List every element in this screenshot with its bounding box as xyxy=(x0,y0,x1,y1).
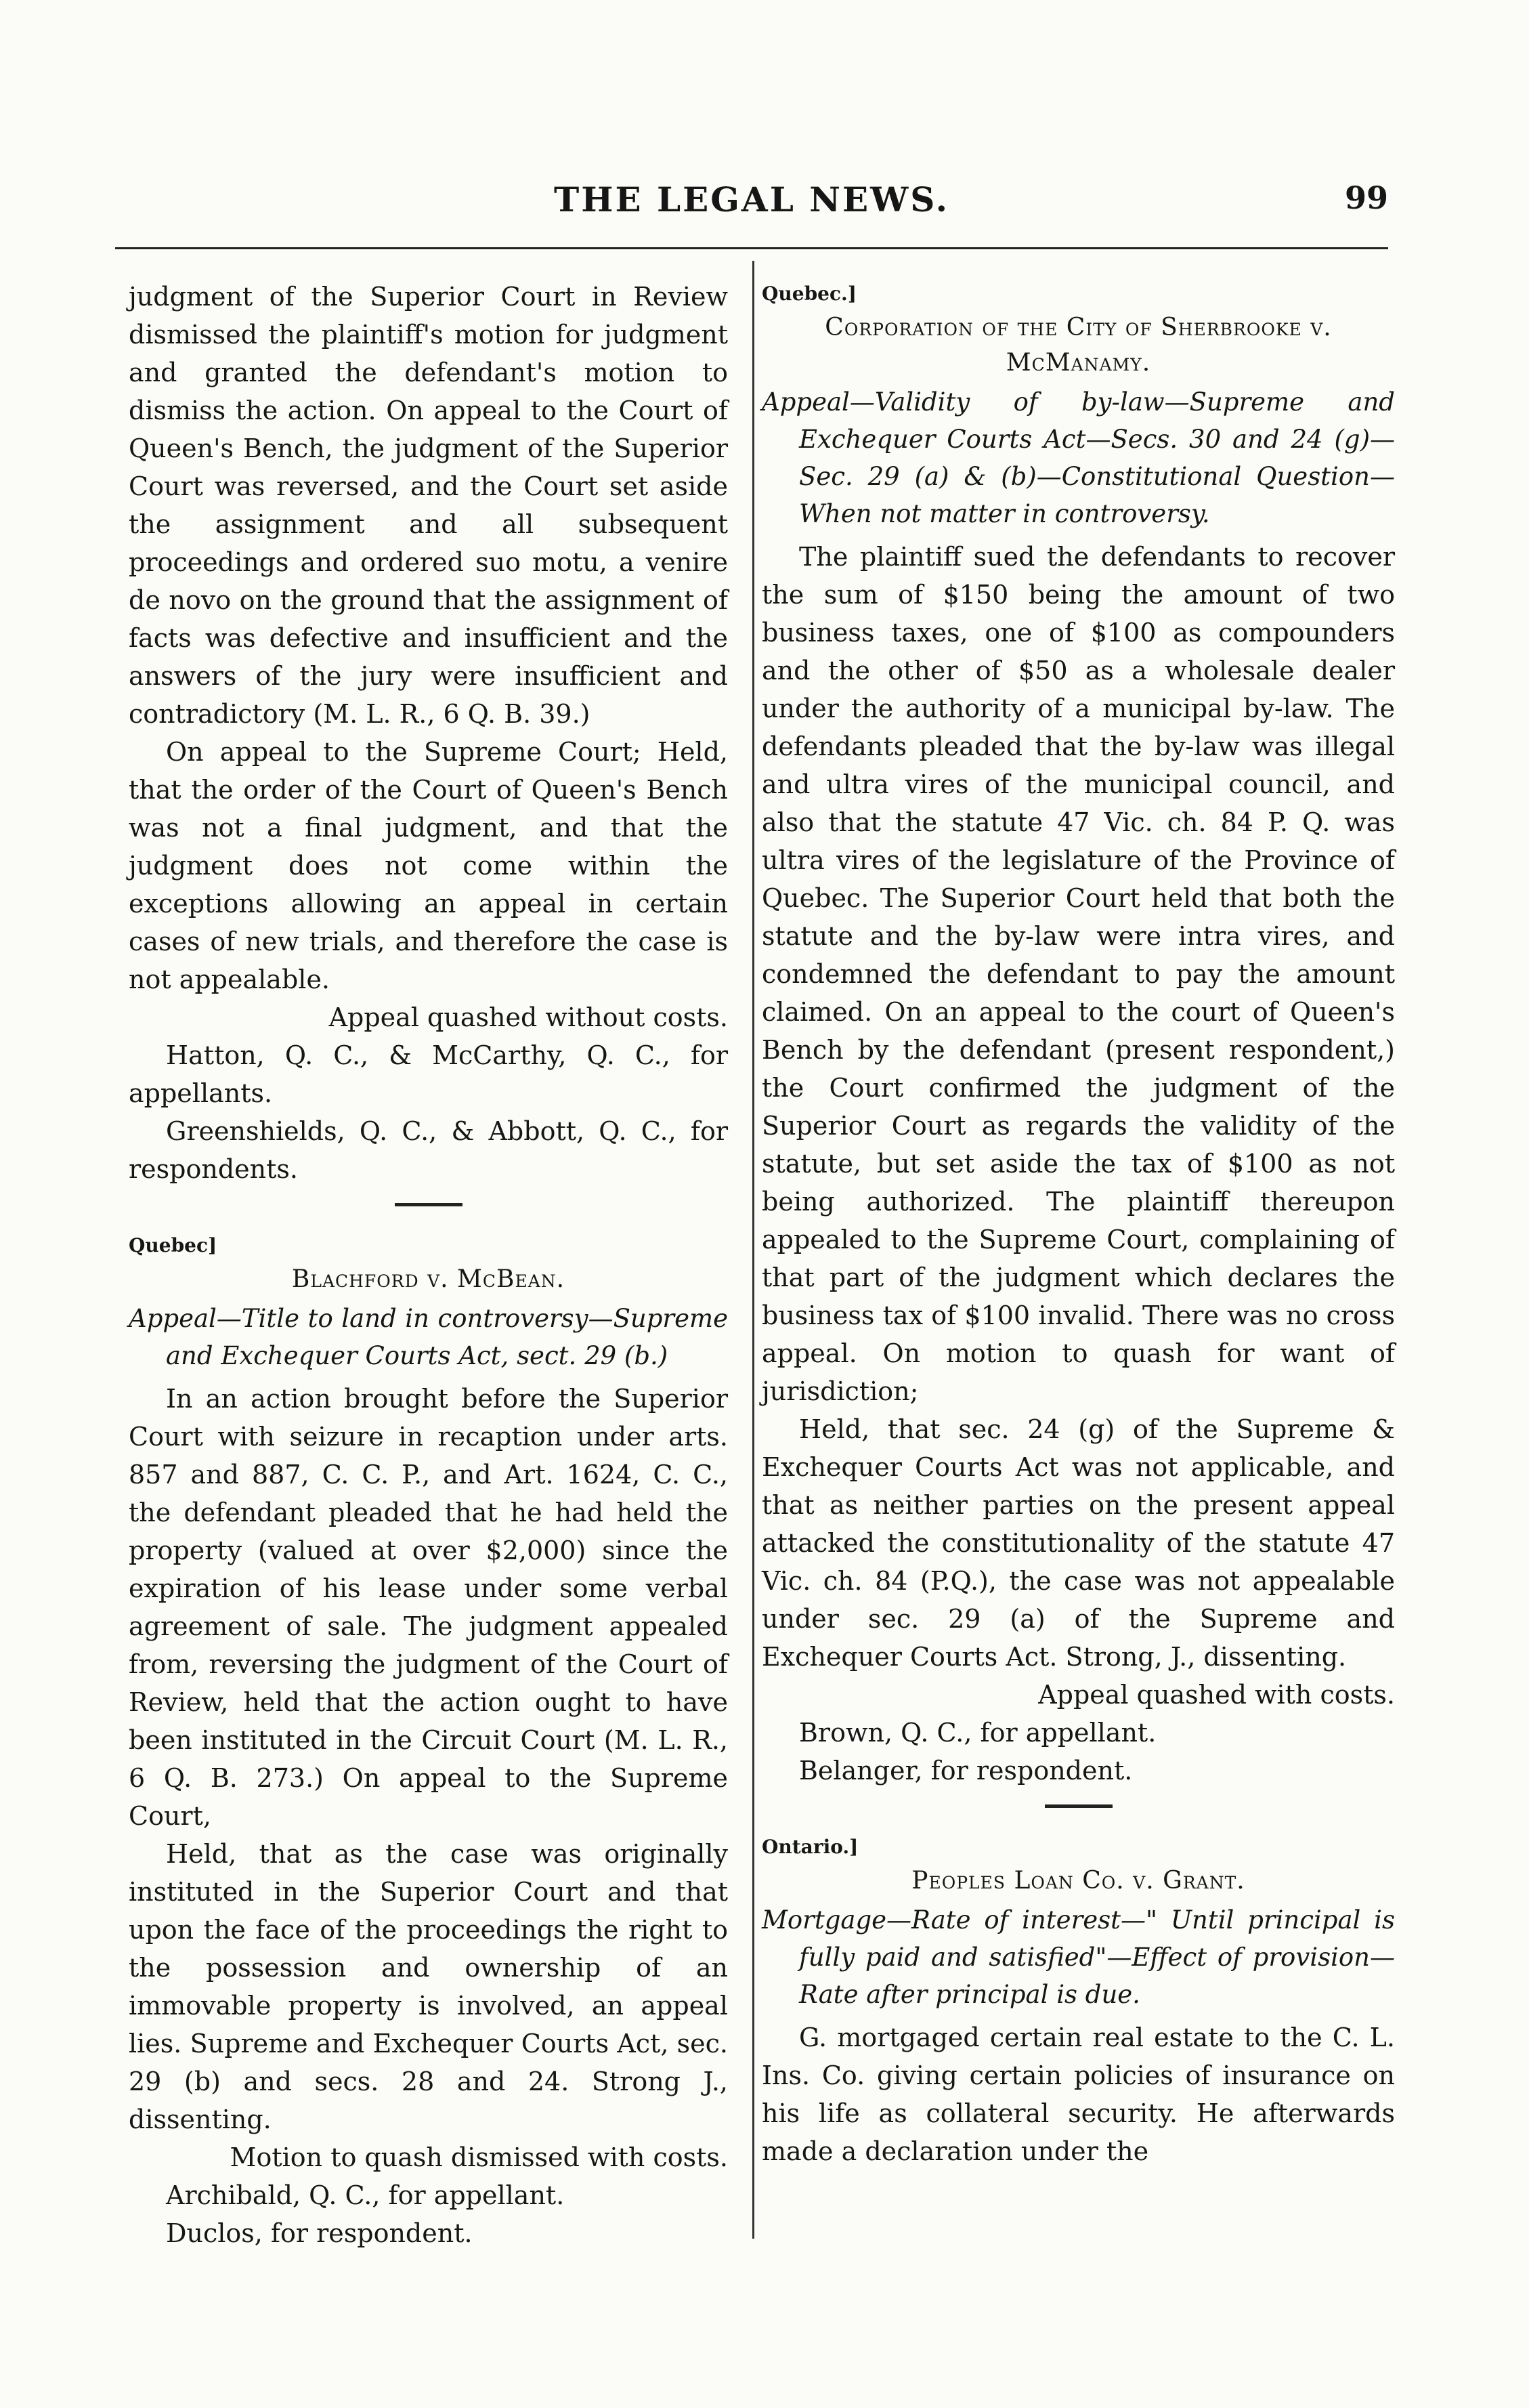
case-headnote: Appeal—Title to land in controversy—Supreme and Exchequer Courts Act, sect. 29 (b.) xyxy=(129,1304,728,1370)
case-facts: In an action brought before the Superior Court with seizure in recaption under arts. 857 and 887, C. C. P., and Art. 1624, C. C., the defendant pleaded that he had held the property (valued at over $2,000) since the expiration of his lease under some verbal agreement of sale. The judgment appealed from, reversing the judgment of the Court of Review, held that the action ought to have been instituted in the Circuit Court (M. L. R., 6 Q. B. 273.) On appeal to the Supreme Court, xyxy=(129,1384,728,1831)
held-paragraph: On appeal to the Supreme Court; Held, that the order of the Court of Queen's Bench was not a final judgment, and that the judgment does not come within the exceptions allowing an appeal in certain cases of new trials, and therefore the case is not appealable. xyxy=(129,737,728,994)
case-title: Peoples Loan Co. v. Grant. xyxy=(911,1867,1245,1895)
continuation-paragraph: judgment of the Superior Court in Review dismissed the plaintiff's motion for judgment and granted the defendant's motion to dismiss the action. On appeal to the Court of Queen's Bench, the judgment of the Superior Court was reversed, and the Court set aside the assignment and all subsequent proceedings and ordered suo motu, a venire de novo on the ground that the assignment of facts was defective and insufficient and the answers of the jury were insufficient and contradictory (M. L. R., 6 Q. B. 39.) xyxy=(129,282,728,729)
counsel-appellant: Brown, Q. C., for appellant. xyxy=(799,1718,1157,1748)
case-disposition: Appeal quashed with costs. xyxy=(1038,1680,1395,1710)
case-held: Held, that as the case was originally instituted in the Superior Court and that upon the face of the proceedings the right to the possession and ownership of an immovable property is involved, an appeal lies. Supreme and Exchequer Courts Act, sec. 29 (b) and secs. 28 and 24. Strong J., dissenting. xyxy=(129,1839,728,2134)
case-title: Blachford v. McBean. xyxy=(291,1265,565,1293)
case-headnote: Appeal—Validity of by-law—Supreme and Exchequer Courts Act—Secs. 30 and 24 (g)—Sec. 29 (a) & (b)—Constitutional Question—When not matter in controversy. xyxy=(762,387,1395,528)
header-rule xyxy=(115,247,1388,249)
case-held: Held, that sec. 24 (g) of the Supreme & Exchequer Courts Act was not applicable, and that as neither parties on the present appeal attacked the constitutionality of the statute 47 Vic. ch. 84 (P.Q.), the case was not appealable under sec. 29 (a) of the Supreme and Exchequer Courts Act. Strong, J., dissenting. xyxy=(762,1414,1395,1672)
case-facts: The plaintiff sued the defendants to recover the sum of $150 being the amount of two business taxes, one of $100 as compounders and the other of $50 as a wholesale dealer under the authority of a municipal by-law. The defendants pleaded that the by-law was illegal and ultra vires of the municipal council, and also that the statute 47 Vic. ch. 84 P. Q. was ultra vires of the legislature of the Province of Quebec. The Superior Court held that both the statute and the by-law were intra vires, and condemned the defendant to pay the amount claimed. On an appeal to the court of Queen's Bench by the defendant (present respondent,) the Court confirmed the judgment of the Superior Court as regards the validity of the statute, but set aside the tax of $100 as not being authorized. The plaintiff thereupon appealed to the Supreme Court, complaining of that part of the judgment which declares the business tax of $100 invalid. There was no cross appeal. On motion to quash for want of jurisdiction; xyxy=(762,542,1395,1406)
counsel-respondent: Duclos, for respondent. xyxy=(166,2218,473,2248)
case-facts: G. mortgaged certain real estate to the C. L. Ins. Co. giving certain policies of insurance on his life as collateral security. He afterwards made a declaration under the xyxy=(762,2023,1395,2166)
page-number: 99 xyxy=(1344,179,1388,216)
case-disposition: Motion to quash dismissed with costs. xyxy=(230,2142,728,2172)
journal-title: THE LEGAL NEWS. xyxy=(554,179,949,219)
left-column xyxy=(129,278,728,2252)
section-separator xyxy=(1045,1804,1113,1808)
column-divider xyxy=(752,261,754,2239)
counsel-respondent: Belanger, for respondent. xyxy=(799,1756,1133,1786)
counsel-respondents: Greenshields, Q. C., & Abbott, Q. C., for respondents. xyxy=(129,1116,728,1184)
case-locale: Quebec.] xyxy=(762,282,857,305)
right-column xyxy=(762,278,1395,2170)
section-separator xyxy=(395,1203,462,1206)
counsel-appellant: Archibald, Q. C., for appellant. xyxy=(166,2180,565,2210)
case-locale: Quebec] xyxy=(129,1234,217,1256)
case-headnote: Mortgage—Rate of interest—" Until principal is fully paid and satisfied"—Effect of provision—Rate after principal is due. xyxy=(762,1905,1395,2009)
case-locale: Ontario.] xyxy=(762,1836,859,1858)
disposition: Appeal quashed without costs. xyxy=(328,1002,728,1032)
counsel-appellants: Hatton, Q. C., & McCarthy, Q. C., for appellants. xyxy=(129,1040,728,1108)
case-title: Corporation of the City of Sherbrooke v. McManamy. xyxy=(825,314,1332,377)
page-header xyxy=(115,179,1388,234)
